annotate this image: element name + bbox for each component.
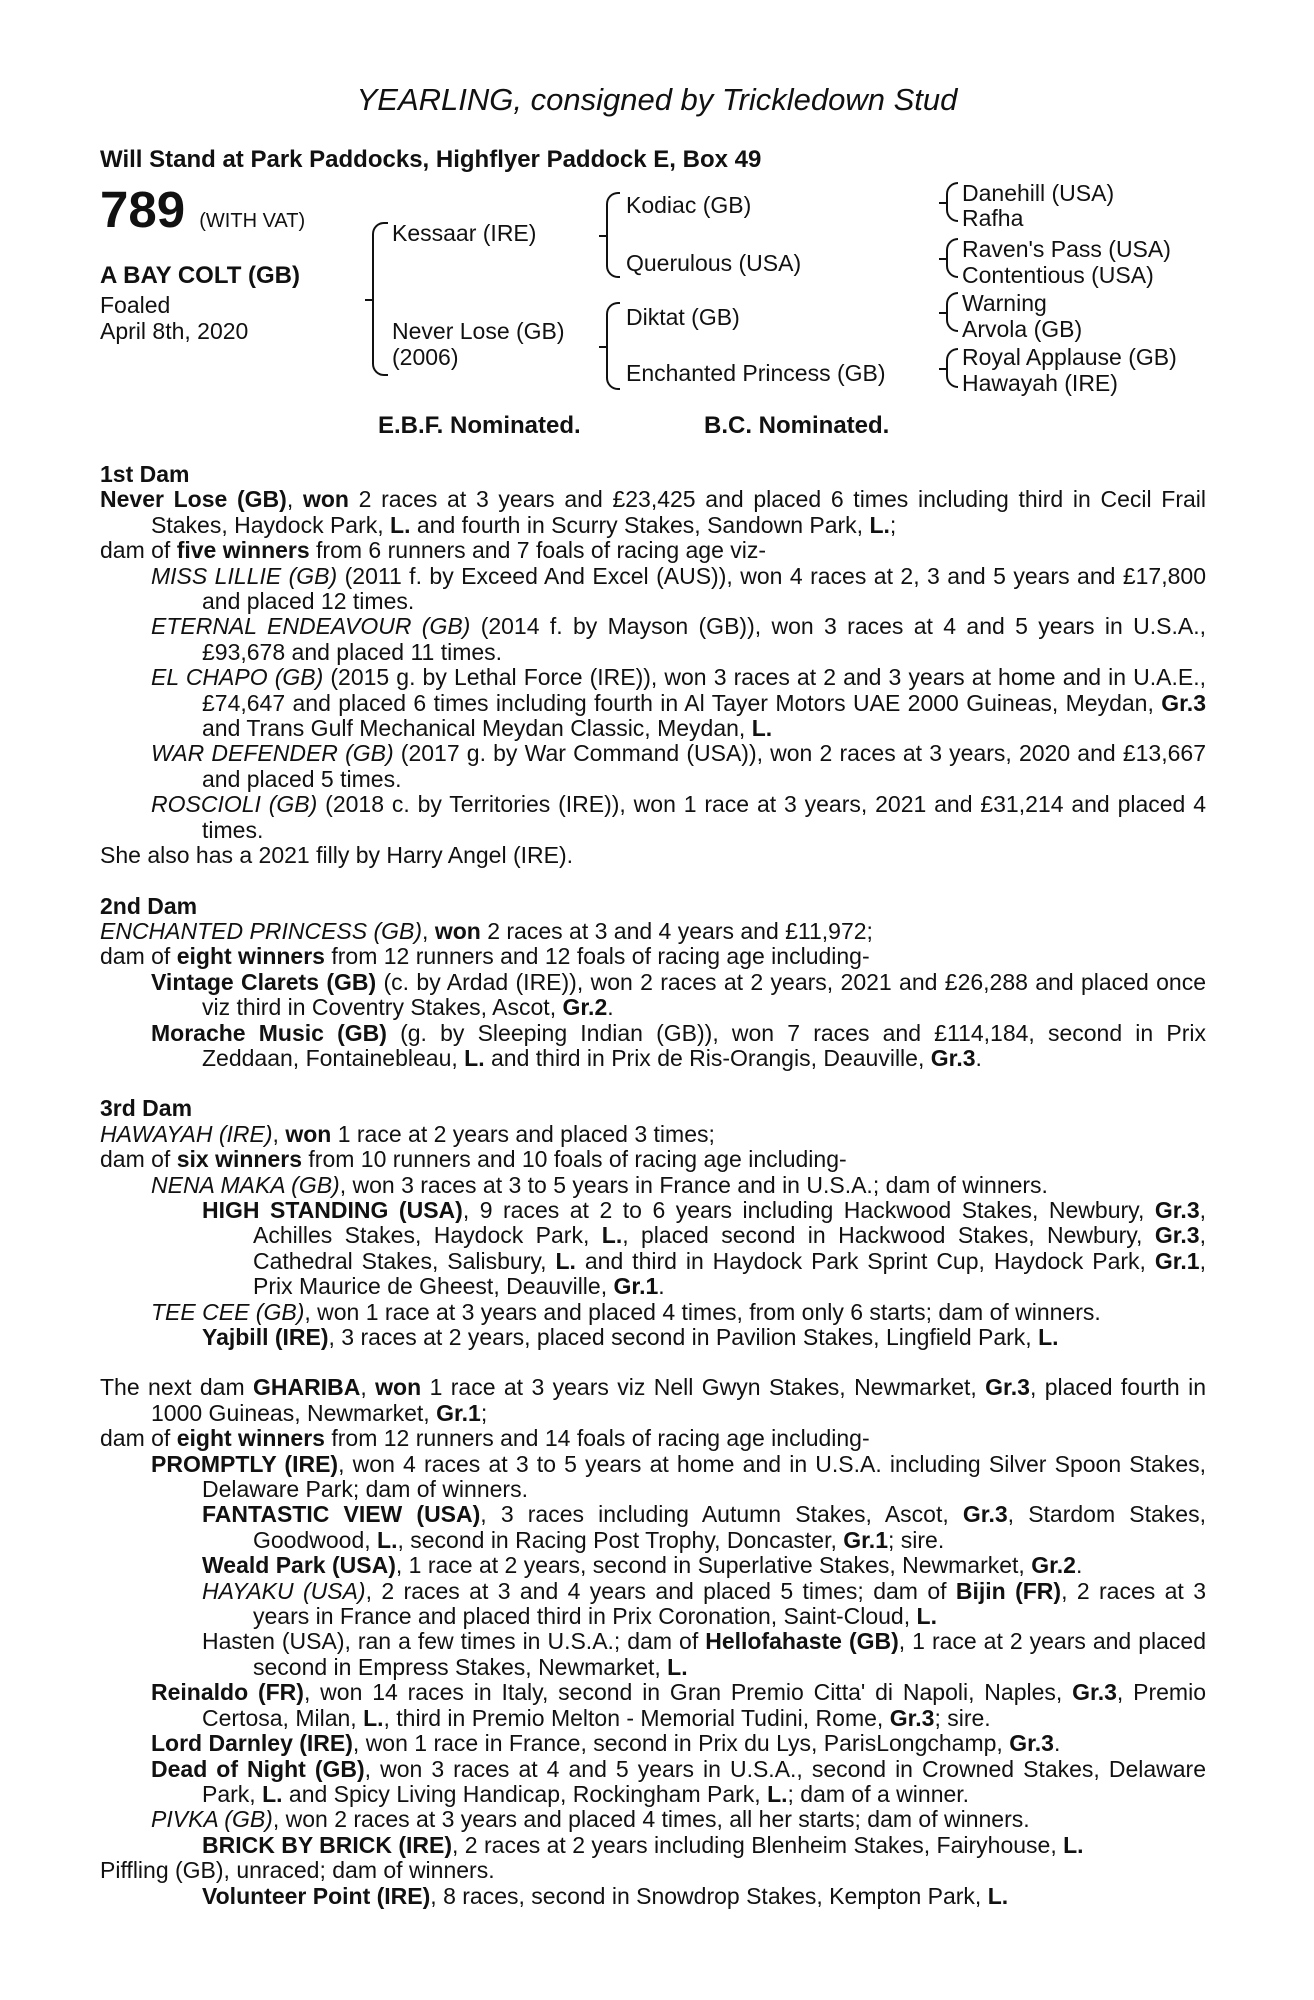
text-bold: Yajbill (IRE): [202, 1324, 329, 1350]
second-dam-produce-2: [100, 1021, 1206, 1072]
text-bold: Volunteer Point (IRE): [202, 1882, 431, 1909]
text: and Trans Gulf Mechanical Meydan Classic, Meydan,: [202, 715, 752, 742]
text: , 1 race at 2 years and placed second in Empress Stakes, Newmarket,: [253, 1628, 1206, 1680]
text: dam of: [100, 537, 177, 564]
text: , 2 races at 3 years in France and placed third in Prix Coronation, Saint-Cloud,: [253, 1577, 1206, 1630]
text-bold: Gr.3: [1009, 1730, 1054, 1757]
text: (2011 f. by Exceed And Excel (AUS)), won 4 races at 2, 3 and 5 years and £17,800 and placed 12 times.: [202, 562, 1206, 615]
text-italic: WAR DEFENDER (GB): [151, 740, 394, 767]
text: 1 race at 2 years and placed 3 times;: [331, 1120, 715, 1147]
text: , won 3 races at 4 and 5 years in U.S.A., second in Crowned Stakes, Delaware Park,: [202, 1755, 1206, 1807]
spacer: [100, 1071, 1206, 1096]
text: .: [975, 1044, 982, 1071]
pedigree-g7: Royal Applause (GB): [962, 344, 1177, 370]
second-dam-produce-1: [100, 970, 1206, 1021]
text: , 9 races at 2 to 6 years including Hackwood Stakes, Newbury,: [462, 1196, 1155, 1223]
first-dam-produce-3: [100, 665, 1206, 741]
next-dam-produce-5: [100, 1807, 1206, 1832]
text: , 8 races, second in Snowdrop Stakes, Kempton Park,: [430, 1882, 988, 1909]
text-bold: L.: [377, 1526, 398, 1553]
text-bold: Gr.3: [985, 1374, 1030, 1401]
third-dam-produce-2: [100, 1300, 1206, 1325]
text: , placed fourth in 1000 Guineas, Newmarket,: [151, 1374, 1206, 1426]
second-dam-produce-summary: [100, 944, 1206, 969]
text: , 1 race at 2 years, second in Superlative Stakes, Newmarket,: [395, 1552, 1032, 1579]
first-dam-name: Never Lose (GB): [100, 486, 287, 513]
text-bold: GHARIBA: [253, 1374, 361, 1401]
text-bold: five winners: [176, 537, 310, 564]
next-dam-produce-1-offspring-3: [100, 1579, 1206, 1630]
first-dam-produce-5: [100, 792, 1206, 843]
text: ;: [889, 511, 897, 538]
text: , won 3 races at 3 to 5 years in France and in U.S.A.; dam of winners.: [339, 1171, 1048, 1198]
text-bold: won: [285, 1120, 332, 1147]
third-dam-produce-1: [100, 1173, 1206, 1198]
pedigree-g2: Rafha: [962, 205, 1024, 231]
text: , Cathedral Stakes, Salisbury,: [253, 1222, 1206, 1274]
text-italic: ENCHANTED PRINCESS (GB): [100, 917, 423, 944]
text-bold: FANTASTIC VIEW (USA): [202, 1501, 481, 1528]
text-bold: L.: [667, 1653, 688, 1680]
text: , second in Racing Post Trophy, Doncaster,: [397, 1526, 844, 1553]
stand-location: Will Stand at Park Paddocks, Highflyer Paddock E, Box 49: [100, 146, 762, 173]
text-bold: Weald Park (USA): [202, 1552, 396, 1579]
text-bold: L.: [464, 1044, 485, 1071]
pedigree-brace-sire: [606, 192, 620, 278]
text: (g. by Sleeping Indian (GB)), won 7 races and £114,184, second in Prix Zeddaan, Fontainebleau,: [202, 1019, 1206, 1071]
text-bold: Gr.1: [1154, 1247, 1200, 1274]
text: , Stardom Stakes, Goodwood,: [253, 1501, 1206, 1553]
text-bold: six winners: [176, 1146, 302, 1173]
text-bold: Gr.2: [562, 994, 608, 1021]
text: (2018 c. by Territories (IRE)), won 1 race at 3 years, 2021 and £31,214 and placed 4 times.: [202, 791, 1206, 843]
text: ,: [422, 917, 435, 944]
text: and fourth in Scurry Stakes, Sandown Park,: [410, 511, 870, 538]
text-bold: HIGH STANDING (USA): [202, 1196, 463, 1223]
text: .: [1053, 1730, 1061, 1757]
next-dam-produce-1-offspring-2: [100, 1553, 1206, 1578]
foaled-label: Foaled: [100, 292, 171, 318]
pedigree-brace-dam: [606, 302, 620, 390]
text: The next dam: [100, 1374, 254, 1401]
text-italic: ETERNAL ENDEAVOUR (GB): [151, 613, 471, 640]
text-bold: L.: [363, 1704, 384, 1731]
text-bold: Gr.1: [613, 1273, 659, 1300]
pedigree-sire-dam: Querulous (USA): [626, 250, 802, 276]
text: , won 2 races at 3 years and placed 4 times, all her starts; dam of winners.: [272, 1806, 1030, 1833]
text-bold: Gr.3: [1072, 1679, 1117, 1706]
text-bold: L.: [555, 1247, 576, 1274]
text: , won 4 races at 3 to 5 years at home and in U.S.A. including Silver Spoon Stakes, Delaware Park; dam of winners.: [202, 1450, 1206, 1503]
text-bold: Lord Darnley (IRE): [151, 1730, 353, 1757]
text-italic: PIVKA (GB): [151, 1806, 273, 1833]
pedigree-g6: Arvola (GB): [962, 316, 1083, 342]
next-dam-produce-1-offspring-4: [100, 1629, 1206, 1680]
text-italic: TEE CEE (GB): [151, 1298, 305, 1325]
pedigree-dam-year: (2006): [392, 344, 459, 370]
text: , placed second in Hackwood Stakes, Newbury,: [622, 1222, 1155, 1249]
spacer: [100, 869, 1206, 894]
horse-description: A BAY COLT (GB): [100, 262, 301, 289]
vat-label: (WITH VAT): [199, 210, 306, 232]
pedigree-g5: Warning: [962, 290, 1047, 316]
pedigree-g8: Hawayah (IRE): [962, 370, 1118, 396]
text-bold: won: [434, 917, 481, 944]
first-dam-produce-summary: [100, 538, 1206, 563]
text: ; dam of a winner.: [787, 1780, 970, 1807]
text-bold: Gr.3: [1154, 1222, 1200, 1249]
text: from 10 runners and 10 foals of racing age including-: [302, 1146, 847, 1173]
text: , 3 races at 2 years, placed second in Pavilion Stakes, Lingfield Park,: [328, 1324, 1039, 1350]
spacer: [100, 1350, 1206, 1375]
pedigree-dam: [392, 318, 565, 370]
text-bold: Morache Music (GB): [151, 1019, 387, 1046]
pedigree-dam-dam: Enchanted Princess (GB): [626, 360, 886, 386]
first-dam-produce-4: [100, 741, 1206, 792]
text: , Premio Certosa, Milan,: [202, 1679, 1206, 1731]
first-dam-produce-2: [100, 614, 1206, 665]
next-dam-produce-5-offspring-1: [100, 1833, 1206, 1858]
text: ,: [272, 1120, 286, 1147]
second-dam-heading: 2nd Dam: [100, 892, 198, 919]
text-italic: HAYAKU (USA): [202, 1577, 366, 1604]
text-bold: Hellofahaste (GB): [705, 1628, 899, 1655]
text-bold: won: [375, 1374, 422, 1401]
text: (2014 f. by Mayson (GB)), won 3 races at 4 and 5 years in U.S.A., £93,678 and placed 11 times.: [202, 613, 1206, 665]
pedigree-dam-sire: Diktat (GB): [626, 304, 740, 330]
text-bold: eight winners: [176, 1425, 325, 1452]
catalogue-body: [100, 462, 1206, 1909]
text: , won 1 race in France, second in Prix du Lys, ParisLongchamp,: [352, 1730, 1010, 1757]
text: (c. by Ardad (IRE)), won 2 races at 2 years, 2021 and £26,288 and placed once viz third in Coventry Stakes, Ascot,: [202, 968, 1206, 1021]
text: dam of: [100, 1425, 177, 1452]
text: .: [1075, 1552, 1083, 1579]
text-bold: L.: [987, 1882, 1009, 1909]
text: ; sire.: [888, 1526, 945, 1553]
text-bold: L.: [601, 1222, 623, 1249]
pedigree-sire: Kessaar (IRE): [392, 220, 537, 246]
text-bold: Gr.3: [930, 1044, 976, 1071]
lot-number-value: 789: [100, 181, 186, 238]
foaled-date: April 8th, 2020: [100, 318, 249, 344]
pedigree-brace-g4: [946, 348, 958, 388]
pedigree-brace-g3: [946, 292, 958, 332]
next-dam-produce-1: [100, 1452, 1206, 1503]
text-bold: Gr.1: [843, 1526, 888, 1553]
text: ,: [286, 486, 303, 513]
first-dam-record: [100, 487, 1206, 538]
next-dam-produce-summary: [100, 1426, 1206, 1451]
text: 2 races at 3 and 4 years and £11,972;: [480, 917, 873, 944]
foaled-info: [100, 292, 248, 344]
third-dam-record: [100, 1122, 1206, 1147]
text-italic: HAWAYAH (IRE): [100, 1120, 273, 1147]
text: .: [607, 994, 614, 1021]
lot-number: [100, 181, 306, 238]
pedigree-brace-g2: [946, 238, 958, 278]
text: , 2 races at 3 and 4 years and placed 5 times; dam of: [365, 1577, 956, 1604]
text-bold: L.: [1063, 1831, 1084, 1858]
second-dam-record: [100, 919, 1206, 944]
text-bold: Bijin (FR): [955, 1577, 1062, 1604]
bc-nominated: B.C. Nominated.: [704, 412, 890, 439]
text: , third in Premio Melton - Memorial Tudini, Rome,: [383, 1704, 890, 1731]
next-dam-produce-3: [100, 1731, 1206, 1756]
third-dam-heading: 3rd Dam: [100, 1095, 193, 1122]
text: and Spicy Living Handicap, Rockingham Park,: [282, 1780, 768, 1807]
text-bold: PROMPTLY (IRE): [151, 1450, 339, 1477]
text: , Achilles Stakes, Haydock Park,: [253, 1196, 1207, 1249]
first-dam-heading: 1st Dam: [100, 461, 190, 487]
next-dam-produce-1-offspring-1: [100, 1502, 1206, 1553]
text: , 3 races including Autumn Stakes, Ascot,: [480, 1501, 963, 1528]
text: from 12 runners and 14 foals of racing age including-: [324, 1425, 870, 1452]
text-bold: L.: [262, 1780, 283, 1807]
next-dam-produce-6: Piffling (GB), unraced; dam of winners.: [100, 1857, 495, 1884]
page-heading: YEARLING, consigned by Trickledown Stud: [356, 82, 958, 117]
pedigree-sire-sire: Kodiac (GB): [626, 192, 752, 218]
text-bold: Gr.1: [436, 1399, 481, 1426]
text-italic: EL CHAPO (GB): [151, 664, 324, 691]
text-bold: Gr.3: [889, 1704, 935, 1731]
text: dam of: [100, 1146, 177, 1173]
third-dam-produce-1-offspring-1: [100, 1198, 1206, 1300]
next-dam-produce-2: [100, 1680, 1206, 1731]
text: .: [658, 1273, 665, 1300]
text: from 12 runners and 12 foals of racing age including-: [324, 943, 870, 970]
pedigree-g4: Contentious (USA): [962, 262, 1154, 288]
text-bold: L.: [1038, 1324, 1059, 1350]
third-dam-produce-2-offspring-1: [100, 1325, 1206, 1350]
text: (2015 g. by Lethal Force (IRE)), won 3 races at 2 and 3 years at home and in U.A.E., £74,647 and placed 6 times including fourth in Al Tayer Motors UAE 2000 Guineas, Meydan,: [202, 664, 1207, 716]
text-bold: L.: [390, 511, 411, 538]
text: ; sire.: [934, 1704, 991, 1731]
text-bold: L.: [751, 715, 773, 742]
pedigree-g1: Danehill (USA): [962, 180, 1115, 206]
text-bold: Reinaldo (FR): [151, 1679, 304, 1706]
pedigree-g3: Raven's Pass (USA): [962, 236, 1171, 262]
text-italic: NENA MAKA (GB): [151, 1171, 340, 1198]
text-bold: L.: [916, 1603, 937, 1630]
text-italic: ROSCIOLI (GB): [151, 791, 318, 818]
third-dam-produce-summary: [100, 1147, 1206, 1172]
text-bold: Gr.3: [1161, 689, 1206, 716]
text: 1 race at 3 years viz Nell Gwyn Stakes, Newmarket,: [421, 1374, 986, 1401]
text: dam of: [100, 943, 177, 970]
text-italic: MISS LILLIE (GB): [151, 562, 338, 589]
ebf-nominated: E.B.F. Nominated.: [378, 412, 581, 439]
text-bold: L.: [767, 1780, 788, 1807]
first-dam-produce-1: [100, 564, 1206, 615]
text-bold: Gr.3: [962, 1501, 1008, 1528]
pedigree-dam-name: Never Lose (GB): [392, 318, 565, 344]
next-dam-produce-4: [100, 1757, 1206, 1808]
text: , Prix Maurice de Gheest, Deauville,: [253, 1247, 1206, 1300]
text: and third in Prix de Ris-Orangis, Deauville,: [484, 1044, 931, 1071]
text-bold: eight winners: [176, 943, 325, 970]
text-bold: Gr.2: [1031, 1552, 1076, 1579]
text-bold: Vintage Clarets (GB): [151, 968, 377, 995]
text: , 2 races at 2 years including Blenheim Stakes, Fairyhouse,: [452, 1831, 1064, 1858]
text: from 6 runners and 7 foals of racing age viz-: [309, 537, 767, 564]
pedigree-brace-g1: [946, 182, 958, 222]
text: ;: [480, 1399, 488, 1426]
pedigree-brace-main: [372, 222, 388, 376]
text-bold: Dead of Night (GB): [151, 1755, 365, 1782]
text-bold: L.: [869, 511, 890, 538]
text: and third in Haydock Park Sprint Cup, Haydock Park,: [575, 1247, 1155, 1274]
text: Hasten (USA), ran a few times in U.S.A.; dam of: [202, 1628, 706, 1655]
text-bold: won: [302, 486, 349, 513]
text-bold: Gr.3: [1154, 1196, 1200, 1223]
text: (2017 g. by War Command (USA)), won 2 races at 3 years, 2020 and £13,667 and placed 5 times.: [202, 740, 1206, 792]
first-dam-also: She also has a 2021 filly by Harry Angel (IRE).: [100, 842, 574, 869]
text: 2 races at 3 years and £23,425 and placed 6 times including third in Cecil Frail Stakes, Haydock Park,: [151, 486, 1207, 538]
text: , won 14 races in Italy, second in Gran Premio Citta' di Napoli, Naples,: [303, 1679, 1073, 1706]
text-bold: BRICK BY BRICK (IRE): [202, 1831, 453, 1858]
text: , won 1 race at 3 years and placed 4 times, from only 6 starts; dam of winners.: [304, 1298, 1101, 1325]
text: ,: [360, 1374, 376, 1401]
next-dam-produce-6-offspring-1: [100, 1884, 1206, 1909]
next-dam-record: [100, 1375, 1206, 1426]
